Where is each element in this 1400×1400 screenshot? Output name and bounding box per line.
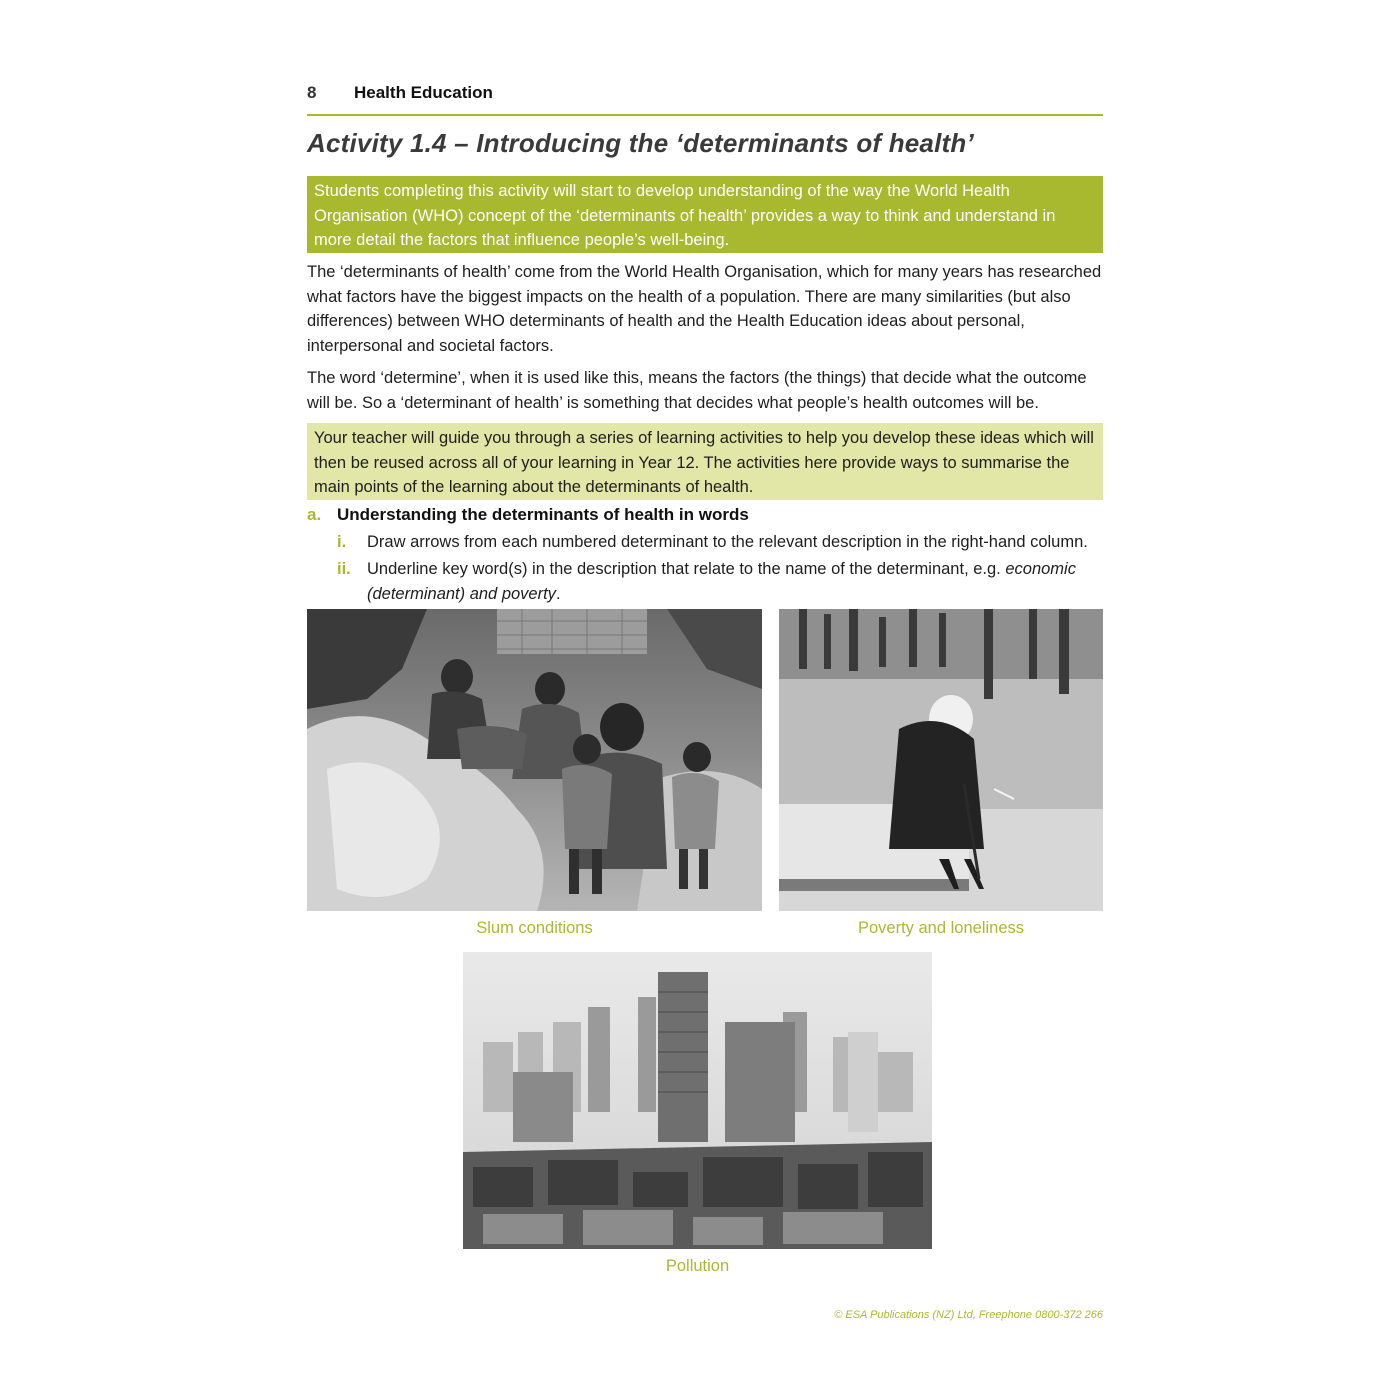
intro-box: Students completing this activity will start to develop understanding of the way the World Health Organisation (WHO) concept of the ‘determinants of health’ provides a way to think and understand in more detail the factors that influence people’s well-being. [307, 176, 1103, 253]
task-a-heading: Understanding the determinants of health in words [337, 505, 749, 524]
paragraph-determine-definition: The word ‘determine’, when it is used like this, means the factors (the things) that decide what the outcome will be. So a ‘determinant of health’ is something that decides what people’s health outcomes will be. [307, 369, 1087, 412]
item-i-marker: i. [337, 533, 347, 551]
caption-pollution: Pollution [665, 1257, 730, 1275]
item-ii-example: economic (determinant) and poverty [367, 560, 1076, 603]
footer-copyright: © ESA Publications (NZ) Ltd, Freephone 0800-372 266 [834, 1309, 1103, 1321]
teacher-note-box: Your teacher will guide you through a series of learning activities to help you develop these ideas which will then be reused across all of your learning in Year 12. The activities here provide ways to summarise the main points of the learning about the determinants of health. [307, 423, 1103, 500]
item-ii-marker: ii. [337, 560, 351, 578]
activity-title: Activity 1.4 – Introducing the ‘determinants of health’ [307, 128, 974, 158]
photo-slum-conditions [307, 609, 762, 911]
item-ii-text [367, 557, 1103, 607]
task-a-marker: a. [307, 505, 322, 524]
item-ii-lead: Underline key word(s) in the description that relate to the name of the determinant, e.g. [367, 560, 1006, 578]
running-header [307, 82, 1103, 116]
book-title: Health Education [354, 83, 493, 102]
item-i-text: Draw arrows from each numbered determinant to the relevant description in the right-hand column. [367, 533, 1088, 551]
textbook-page [307, 0, 1103, 1400]
photo-pollution [463, 952, 932, 1249]
caption-poverty-loneliness: Poverty and loneliness [857, 919, 1024, 937]
paragraph-determinants: The ‘determinants of health’ come from the World Health Organisation, which for many years has researched what factors have the biggest impacts on the health of a population. There are many similarities (but also differences) between WHO determinants of health and the Health Education ideas about personal, interpersonal and societal factors. [307, 263, 1102, 355]
photo-poverty-loneliness [779, 609, 1103, 911]
caption-slum-conditions: Slum conditions [476, 919, 593, 937]
page-number: 8 [307, 83, 317, 102]
item-ii-end: . [555, 584, 561, 603]
